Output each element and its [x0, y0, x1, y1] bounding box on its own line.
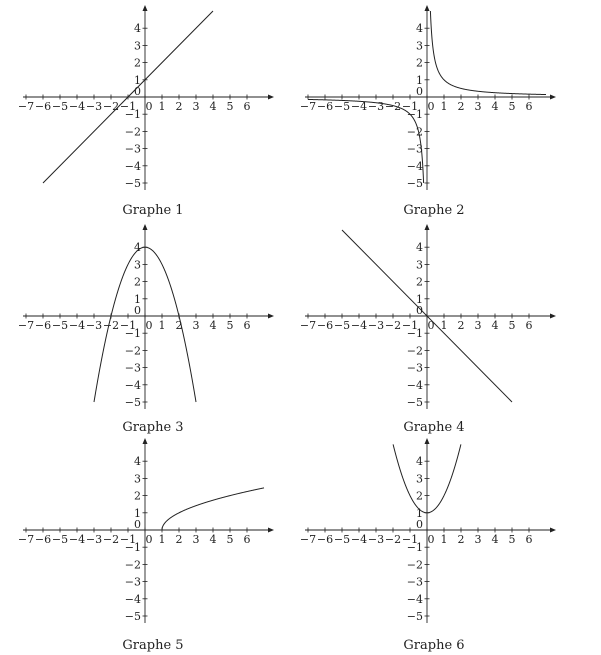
x-tick-label: 4 — [209, 100, 217, 113]
graph-caption: Graphe 3 — [122, 420, 184, 435]
x-tick-label: −1 — [119, 100, 137, 113]
y-tick-label: −2 — [124, 558, 141, 572]
x-axis-arrow — [550, 528, 556, 533]
x-tick-label: 0 — [145, 533, 153, 546]
y-tick-label: −2 — [406, 344, 423, 358]
x-tick-label: −7 — [17, 319, 35, 332]
origin-label: 0 — [416, 304, 423, 317]
x-tick-label: 5 — [508, 319, 516, 332]
y-tick-label: −5 — [124, 396, 141, 409]
x-tick-label: 2 — [175, 319, 183, 332]
y-axis-arrow — [143, 224, 148, 230]
y-tick-label: −1 — [124, 327, 141, 341]
y-tick-label: 3 — [134, 39, 141, 53]
x-tick-label: −7 — [17, 533, 35, 546]
x-tick-label: −2 — [384, 100, 402, 113]
x-tick-label: 0 — [145, 319, 153, 332]
x-tick-label: 6 — [243, 100, 251, 113]
y-tick-label: 2 — [416, 56, 423, 70]
x-tick-label: 2 — [457, 533, 465, 546]
graph-4 — [300, 224, 556, 435]
x-tick-label: 4 — [209, 533, 217, 546]
x-tick-label: −1 — [119, 319, 137, 332]
x-tick-label: 4 — [209, 319, 217, 332]
x-tick-label: −5 — [333, 100, 351, 113]
y-axis-arrow — [425, 5, 430, 11]
y-tick-label: 1 — [134, 506, 141, 520]
x-tick-label: −1 — [401, 319, 419, 332]
x-tick-label: 0 — [427, 319, 435, 332]
y-tick-label: 3 — [416, 39, 423, 53]
x-tick-label: −4 — [350, 319, 368, 332]
x-tick-label: −5 — [51, 100, 69, 113]
x-tick-label: 6 — [525, 319, 533, 332]
x-tick-label: 1 — [158, 100, 166, 113]
x-axis-arrow — [268, 528, 274, 533]
y-tick-label: −5 — [124, 177, 141, 190]
x-tick-label: −5 — [333, 319, 351, 332]
x-tick-label: −2 — [102, 319, 120, 332]
x-tick-label: −7 — [299, 319, 317, 332]
x-tick-label: 3 — [474, 533, 482, 546]
graph-2 — [300, 5, 556, 218]
y-tick-label: 4 — [416, 241, 423, 255]
y-tick-label: −2 — [124, 344, 141, 358]
graph-caption: Graphe 2 — [403, 203, 465, 218]
x-tick-label: 1 — [440, 100, 448, 113]
y-tick-label: 1 — [416, 73, 423, 87]
y-axis-arrow — [425, 224, 430, 230]
y-tick-label: −5 — [406, 610, 423, 623]
y-tick-label: −4 — [406, 592, 423, 606]
x-tick-label: 4 — [491, 100, 499, 113]
x-tick-label: −4 — [68, 100, 86, 113]
x-tick-label: 1 — [440, 533, 448, 546]
y-tick-label: −5 — [406, 177, 423, 190]
y-tick-label: 1 — [416, 292, 423, 306]
y-tick-label: 3 — [134, 472, 141, 486]
x-tick-label: 5 — [226, 533, 234, 546]
x-tick-label: −3 — [85, 100, 103, 113]
y-tick-label: 2 — [134, 275, 141, 289]
y-tick-label: −2 — [124, 125, 141, 139]
y-tick-label: 2 — [134, 56, 141, 70]
graph-caption: Graphe 4 — [403, 420, 465, 435]
y-tick-label: 4 — [416, 22, 423, 36]
x-tick-label: −7 — [17, 100, 35, 113]
y-tick-label: −2 — [406, 125, 423, 139]
y-tick-label: 2 — [416, 489, 423, 503]
x-tick-label: 0 — [145, 100, 153, 113]
origin-label: 0 — [134, 85, 141, 98]
x-tick-label: −7 — [299, 533, 317, 546]
x-tick-label: −6 — [316, 319, 334, 332]
y-tick-label: −3 — [124, 575, 141, 589]
x-tick-label: 1 — [158, 533, 166, 546]
x-tick-label: 1 — [158, 319, 166, 332]
graph-caption: Graphe 1 — [122, 203, 184, 218]
origin-label: 0 — [416, 85, 423, 98]
x-tick-label: −2 — [102, 100, 120, 113]
graph-caption: Graphe 5 — [122, 638, 184, 653]
x-tick-label: −6 — [34, 319, 52, 332]
y-tick-label: −1 — [406, 108, 423, 122]
y-tick-label: −1 — [406, 541, 423, 555]
x-tick-label: 6 — [243, 319, 251, 332]
x-tick-label: 3 — [474, 100, 482, 113]
x-tick-label: −3 — [85, 533, 103, 546]
y-tick-label: −5 — [406, 396, 423, 409]
x-tick-label: −1 — [401, 533, 419, 546]
y-tick-label: −1 — [124, 541, 141, 555]
graph-1 — [18, 5, 274, 218]
x-tick-label: −1 — [401, 100, 419, 113]
y-tick-label: 1 — [416, 506, 423, 520]
x-tick-label: 4 — [491, 533, 499, 546]
x-tick-label: 0 — [427, 533, 435, 546]
y-tick-label: −4 — [124, 378, 141, 392]
y-tick-label: 1 — [134, 292, 141, 306]
y-axis-arrow — [143, 438, 148, 444]
y-tick-label: −3 — [406, 142, 423, 156]
x-tick-label: 6 — [525, 100, 533, 113]
x-tick-label: 6 — [525, 533, 533, 546]
x-axis-arrow — [550, 95, 556, 100]
x-tick-label: 2 — [457, 319, 465, 332]
y-tick-label: 4 — [416, 455, 423, 469]
x-tick-label: −6 — [316, 533, 334, 546]
x-tick-label: −4 — [350, 533, 368, 546]
graph-3 — [18, 224, 274, 435]
x-tick-label: −4 — [68, 533, 86, 546]
y-tick-label: −5 — [124, 610, 141, 623]
x-tick-label: −5 — [51, 319, 69, 332]
x-tick-label: 3 — [192, 533, 200, 546]
y-tick-label: −3 — [124, 361, 141, 375]
x-tick-label: 5 — [508, 533, 516, 546]
x-tick-label: −6 — [34, 100, 52, 113]
x-axis-arrow — [268, 95, 274, 100]
origin-label: 0 — [134, 518, 141, 531]
x-tick-label: −5 — [51, 533, 69, 546]
x-tick-label: −2 — [384, 533, 402, 546]
x-tick-label: −7 — [299, 100, 317, 113]
y-tick-label: 2 — [134, 489, 141, 503]
x-tick-label: −1 — [119, 533, 137, 546]
x-tick-label: 6 — [243, 533, 251, 546]
x-tick-label: −5 — [333, 533, 351, 546]
y-tick-label: −3 — [124, 142, 141, 156]
x-tick-label: 5 — [226, 100, 234, 113]
x-tick-label: −4 — [68, 319, 86, 332]
x-tick-label: 2 — [175, 100, 183, 113]
curve — [430, 11, 546, 95]
x-tick-label: −4 — [350, 100, 368, 113]
x-tick-label: 4 — [491, 319, 499, 332]
x-tick-label: −3 — [367, 319, 385, 332]
x-axis-arrow — [268, 314, 274, 319]
x-tick-label: −3 — [85, 319, 103, 332]
y-tick-label: 3 — [416, 258, 423, 272]
x-tick-label: −3 — [367, 100, 385, 113]
y-tick-label: −1 — [124, 108, 141, 122]
origin-label: 0 — [416, 518, 423, 531]
y-tick-label: −4 — [124, 592, 141, 606]
y-tick-label: 4 — [134, 22, 141, 36]
y-tick-label: 4 — [134, 241, 141, 255]
y-tick-label: −3 — [406, 575, 423, 589]
graph-6 — [300, 438, 556, 653]
x-tick-label: 2 — [457, 100, 465, 113]
y-tick-label: −4 — [406, 159, 423, 173]
y-tick-label: 3 — [416, 472, 423, 486]
x-tick-label: 3 — [474, 319, 482, 332]
x-tick-label: 5 — [226, 319, 234, 332]
x-tick-label: 0 — [427, 100, 435, 113]
y-tick-label: −1 — [406, 327, 423, 341]
x-tick-label: −6 — [34, 533, 52, 546]
y-tick-label: 3 — [134, 258, 141, 272]
x-tick-label: 1 — [440, 319, 448, 332]
origin-label: 0 — [134, 304, 141, 317]
x-tick-label: −3 — [367, 533, 385, 546]
graph-5 — [18, 438, 274, 653]
x-tick-label: 3 — [192, 319, 200, 332]
y-tick-label: −4 — [124, 159, 141, 173]
y-tick-label: −4 — [406, 378, 423, 392]
x-tick-label: 3 — [192, 100, 200, 113]
graph-caption: Graphe 6 — [403, 638, 465, 653]
y-tick-label: −2 — [406, 558, 423, 572]
x-tick-label: 5 — [508, 100, 516, 113]
x-tick-label: −2 — [384, 319, 402, 332]
x-tick-label: −6 — [316, 100, 334, 113]
curve — [162, 488, 264, 530]
y-axis-arrow — [425, 438, 430, 444]
x-axis-arrow — [550, 314, 556, 319]
x-tick-label: −2 — [102, 533, 120, 546]
x-tick-label: 2 — [175, 533, 183, 546]
y-tick-label: 2 — [416, 275, 423, 289]
y-tick-label: −3 — [406, 361, 423, 375]
y-tick-label: 1 — [134, 73, 141, 87]
y-tick-label: 4 — [134, 455, 141, 469]
y-axis-arrow — [143, 5, 148, 11]
